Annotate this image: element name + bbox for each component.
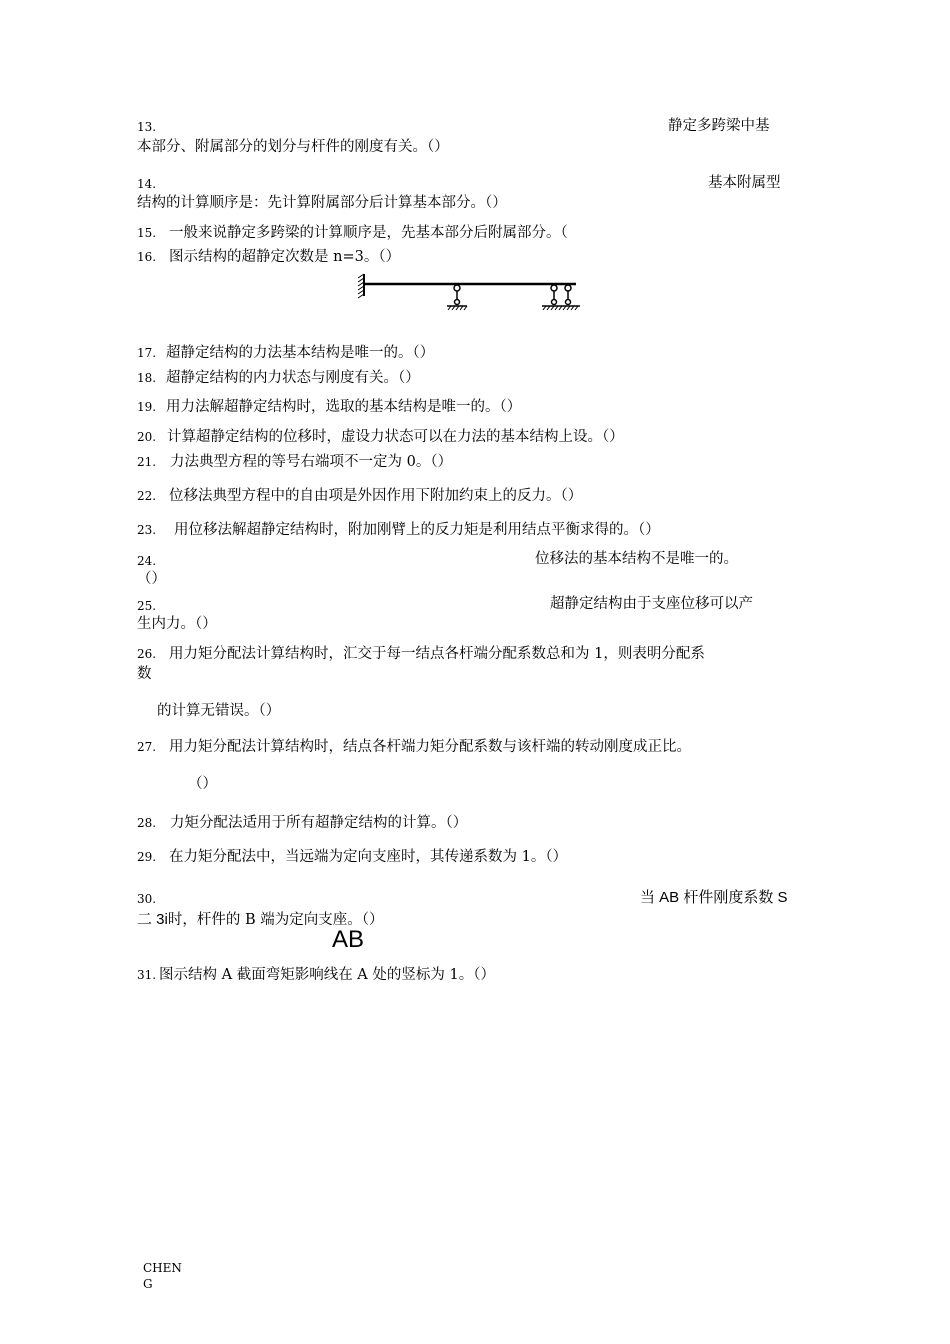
item-18 xyxy=(137,369,420,388)
item-20-number: 20. xyxy=(137,430,157,444)
item-24-number: 24. xyxy=(137,554,157,568)
item-26 xyxy=(137,645,705,664)
subscript-ab: AB xyxy=(332,926,365,953)
item-27-text: 用力矩分配法计算结构时，结点各杆端力矩分配系数与该杆端的转动刚度成正比。 xyxy=(169,739,691,755)
item-23 xyxy=(137,521,660,540)
item-23-text: 用位移法解超静定结构时，附加刚臂上的反力矩是利用结点平衡求得的。（） xyxy=(174,522,660,538)
item-13-text-right: 静定多跨梁中基 xyxy=(668,118,770,134)
footer-line-1: CHEN xyxy=(143,1261,182,1275)
item-14-text-cont: 结构的计算顺序是：先计算附属部分后计算基本部分。（） xyxy=(137,195,507,211)
item-16-text: 图示结构的超静定次数是 n=3。（） xyxy=(169,249,401,265)
item-22-text: 位移法典型方程中的自由项是外因作用下附加约束上的反力。（） xyxy=(169,488,583,504)
item-18-number: 18. xyxy=(137,371,157,385)
item-21-text: 力法典型方程的等号右端项不一定为 0。（） xyxy=(170,454,453,470)
item-23-number: 23. xyxy=(137,523,157,537)
item-16-number: 16. xyxy=(137,250,157,264)
item-13-number: 13. xyxy=(137,120,157,134)
item-27 xyxy=(137,738,691,757)
item-31 xyxy=(137,966,495,985)
item-30-text-cont-a: 二 3i xyxy=(137,911,168,928)
item-26-text-cont2: 的计算无错误。（） xyxy=(157,703,281,719)
item-29-text: 在力矩分配法中，当远端为定向支座时，其传递系数为 1。（） xyxy=(169,849,568,865)
footer-line-2: G xyxy=(143,1277,153,1291)
item-14-number: 14. xyxy=(137,177,157,191)
beam-structure-figure xyxy=(350,270,590,316)
item-24-text-cont: （） xyxy=(137,571,166,587)
item-19 xyxy=(137,398,521,417)
item-16 xyxy=(137,248,400,267)
item-13-text-cont: 本部分、附属部分的划分与杆件的刚度有关。（） xyxy=(137,139,449,155)
footer-mark xyxy=(143,1260,182,1292)
item-30-text-cont-b: 时，杆件的 B 端为定向支座。（） xyxy=(167,912,384,928)
item-22 xyxy=(137,487,582,506)
item-24-text-right: 位移法的基本结构不是唯一的。 xyxy=(535,551,738,567)
item-25-number: 25. xyxy=(137,599,157,613)
sliding-support xyxy=(542,285,580,310)
item-30-number: 30. xyxy=(137,892,157,906)
item-29-number: 29. xyxy=(137,850,157,864)
item-17-number: 17. xyxy=(137,346,157,360)
item-21-number: 21. xyxy=(137,455,157,469)
item-15-text: 一般来说静定多跨梁的计算顺序是，先基本部分后附属部分。（ xyxy=(169,225,568,241)
item-17 xyxy=(137,344,434,363)
item-21 xyxy=(137,453,452,472)
item-27-text-cont: （） xyxy=(188,776,217,792)
item-25-text-right: 超静定结构由于支座位移可以产 xyxy=(550,596,753,612)
item-20 xyxy=(137,428,624,447)
item-15-number: 15. xyxy=(137,226,157,240)
item-28-text: 力矩分配法适用于所有超静定结构的计算。（） xyxy=(170,815,468,831)
item-26-text: 用力矩分配法计算结构时，汇交于每一结点各杆端分配系数总和为 1，则表明分配系 xyxy=(169,646,705,662)
item-25-text-cont: 生内力。（） xyxy=(137,616,217,632)
item-15 xyxy=(137,224,568,243)
item-30-text-right: 当 AB 杆件刚度系数 S xyxy=(640,889,788,906)
item-18-text: 超静定结构的内力状态与刚度有关。（） xyxy=(166,370,420,386)
item-26-text-cont: 数 xyxy=(137,666,152,682)
item-26-number: 26. xyxy=(137,647,157,661)
item-14-text-right: 基本附属型 xyxy=(708,175,781,191)
item-31-text: 图示结构 A 截面弯矩影响线在 A 处的竖标为 1。（） xyxy=(159,967,495,983)
item-19-text: 用力法解超静定结构时，选取的基本结构是唯一的。（） xyxy=(166,399,522,415)
item-28 xyxy=(137,814,467,833)
item-22-number: 22. xyxy=(137,489,157,503)
item-31-number: 31. xyxy=(137,968,157,982)
pin-support xyxy=(447,285,467,310)
item-27-number: 27. xyxy=(137,740,157,754)
item-29 xyxy=(137,848,567,867)
item-28-number: 28. xyxy=(137,816,157,830)
item-19-number: 19. xyxy=(137,400,157,414)
item-20-text: 计算超静定结构的位移时，虚设力状态可以在力法的基本结构上设。（） xyxy=(167,429,624,445)
item-17-text: 超静定结构的力法基本结构是唯一的。（） xyxy=(166,345,435,361)
